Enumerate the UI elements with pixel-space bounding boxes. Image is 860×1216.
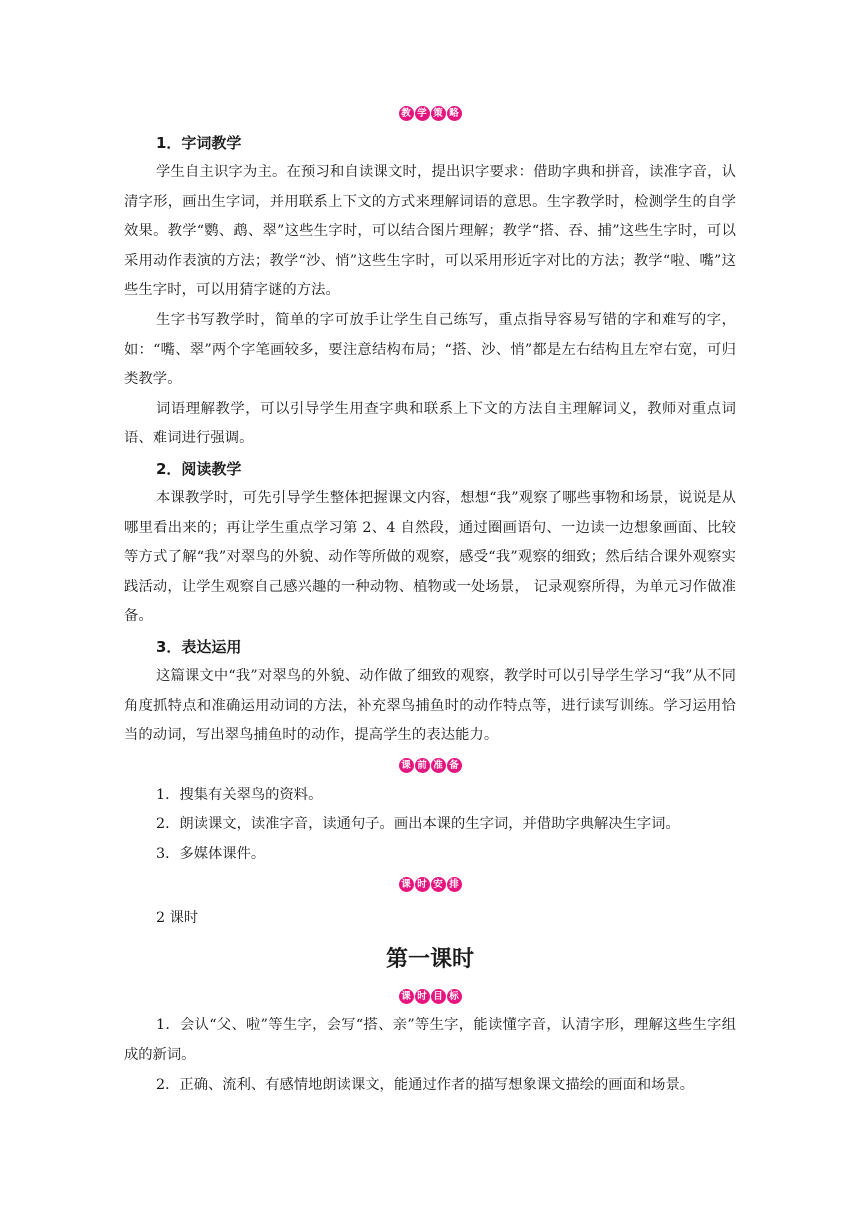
paragraph: 这篇课文中“我”对翠鸟的外貌、动作做了细致的观察，教学时可以引导学生学习“我”从不同角度抓特点和准确运用动词的方法，补充翠鸟捕鱼时的动作特点等，进行读写训练。学习运用恰当的动词，写出翠鸟捕鱼时的动作，提高学生的表达能力。 [124,667,736,744]
badge-char: 排 [447,877,462,892]
section-badge-goals [124,981,736,1011]
badge-char: 略 [447,106,462,121]
lesson-title: 第一课时 [385,947,474,973]
section-badge-schedule [124,869,736,899]
paragraph: 词语理解教学，可以引导学生用查字典和联系上下文的方法自主理解词义，教师对重点词语、难词进行强调。 [124,400,736,447]
list-item: 3．多媒体课件。 [156,845,266,862]
schedule-text: 2 课时 [156,910,199,927]
badge-char: 教 [399,106,414,121]
section-badge-strategy [124,98,736,128]
badge-char: 学 [415,106,430,121]
badge-char: 课 [399,989,414,1004]
paragraph: 学生自主识字为主。在预习和自读课文时，提出识字要求：借助字典和拼音，读准字音，认清字形，画出生字词，并用联系上下文的方式来理解词语的意思。生字教学时，检测学生的自学效果。教学“鹦、鹉、翠”这些生字时，可以结合图片理解；教学“搭、吞、捕”这些生字时，可以采用动作表演的方法；教学“沙、悄”这些生字时，可以采用形近字对比的方法；教学“啦、嘴”这些生字时，可以用猜字谜的方法。 [124,164,736,299]
badge-char: 课 [399,758,414,773]
heading-reading: 2．阅读教学 [156,459,242,478]
list-item: 1．搜集有关翠鸟的资料。 [156,786,323,803]
badge-char: 课 [399,877,414,892]
badge-char: 备 [447,758,462,773]
badge-char: 准 [431,758,446,773]
heading-expression: 3．表达运用 [156,637,242,656]
section-badge-preparation [124,751,736,781]
list-item: 2．朗读课文，读准字音，读通句子。画出本课的生字词，并借助字典解决生字词。 [156,816,680,833]
goal-item: 2．正确、流利、有感情地朗读课文，能通过作者的描写想象课文描绘的画面和场景。 [156,1076,695,1093]
badge-char: 安 [431,877,446,892]
badge-char: 策 [431,106,446,121]
heading-vocabulary: 1．字词教学 [156,134,242,152]
badge-char: 前 [415,758,430,773]
badge-char: 时 [415,877,430,892]
paragraph: 生字书写教学时，简单的字可放手让学生自己练写，重点指导容易写错的字和难写的字，如：“嘴、翠”两个字笔画较多，要注意结构布局；“搭、沙、悄”都是左右结构且左窄右宽，可归类教学。 [124,311,736,388]
paragraph: 本课教学时，可先引导学生整体把握课文内容，想想“我”观察了哪些事物和场景，说说是从哪里看出来的；再让学生重点学习第 2、4 自然段，通过圈画语句、一边读一边想象画面、比较等方式了解“我”对翠鸟的外貌、动作等所做的观察，感受“我”观察的细致；然后结合课外观察实践活动，让学生观察自己感兴趣的一种动物、植物或一处场景， 记录观察所得，为单元习作做准备。 [124,489,736,625]
badge-char: 标 [447,989,462,1004]
badge-char: 目 [431,989,446,1004]
goal-item: 1．会认“父、啦”等生字，会写“搭、亲”等生字，能读懂字音，认清字形，理解这些生字组成的新词。 [124,1017,736,1064]
page-content [124,98,736,1100]
badge-char: 时 [415,989,430,1004]
